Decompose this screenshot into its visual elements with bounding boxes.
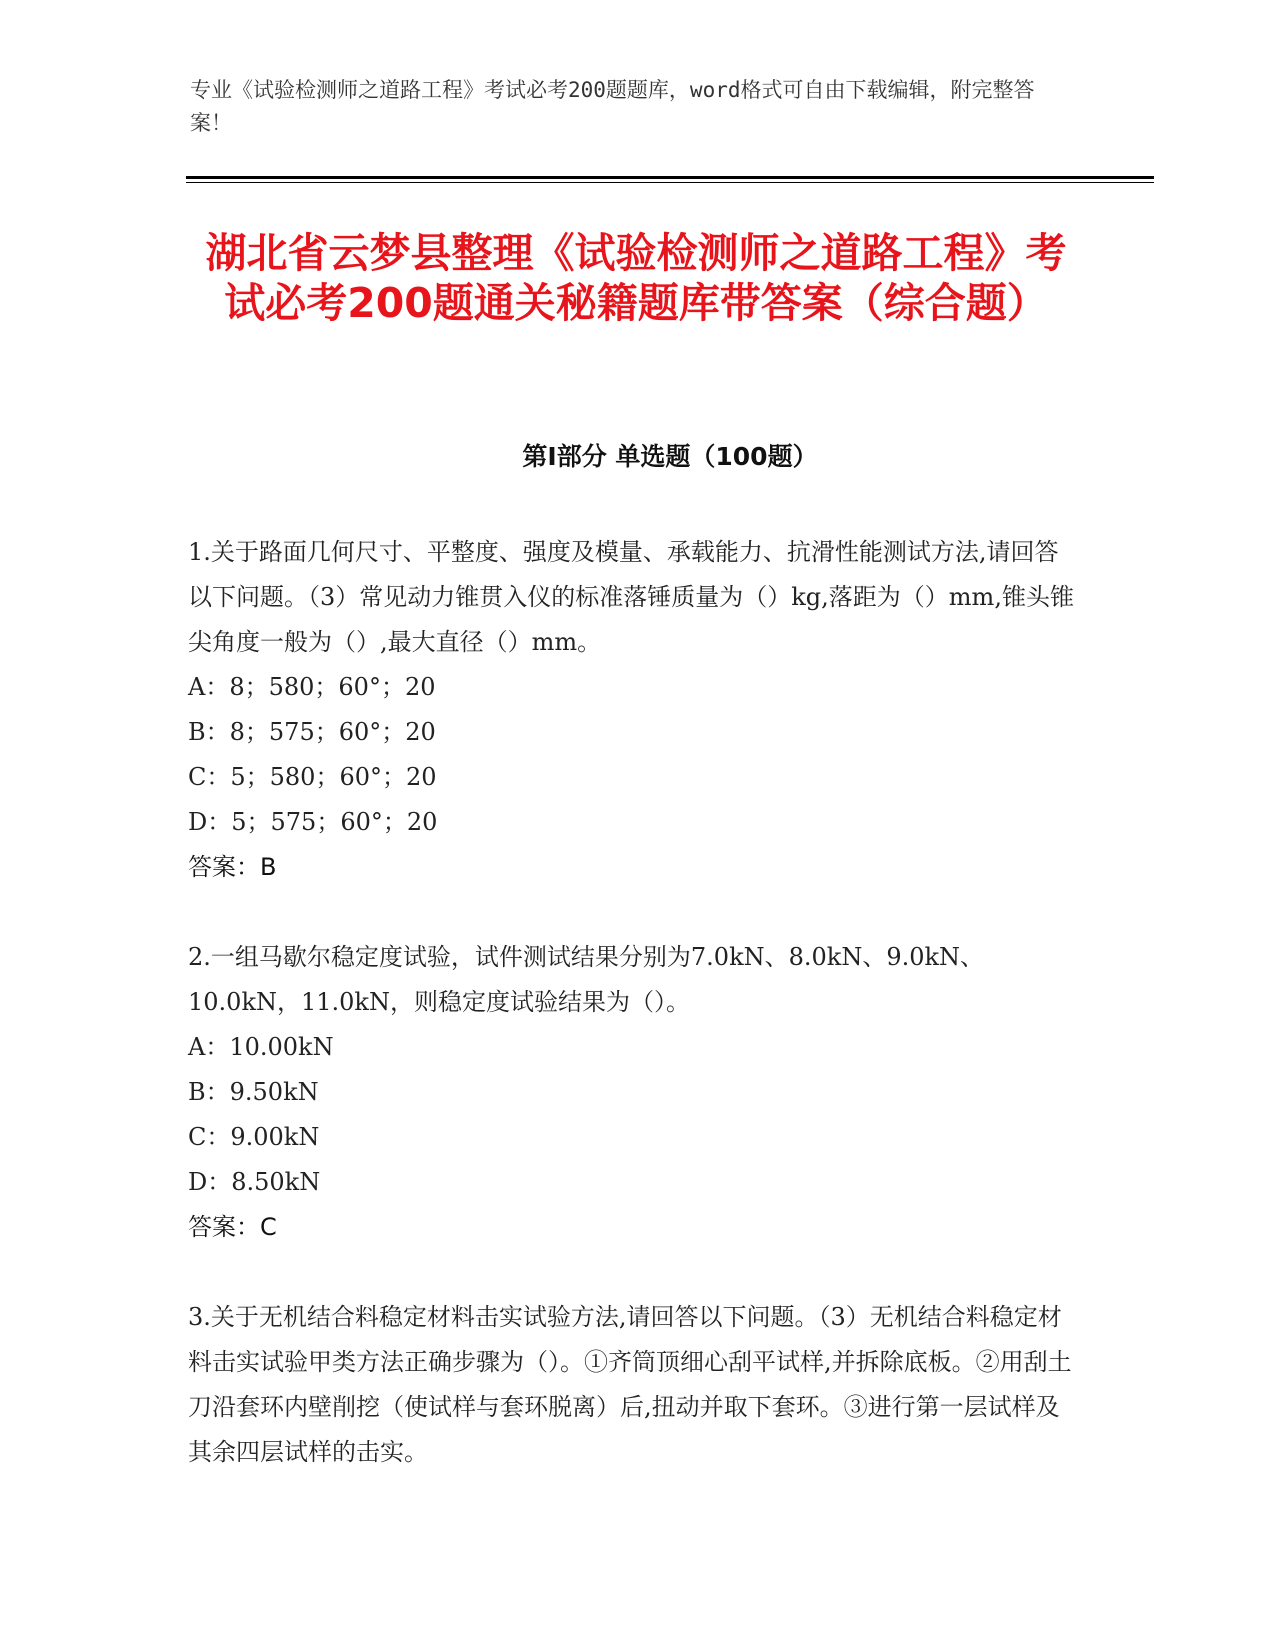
answer-option: B：8；575；60°；20	[188, 718, 436, 746]
answer-label: 答案：	[188, 853, 260, 881]
answer-option: C：9.00kN	[188, 1123, 320, 1151]
question-text: 2.一组马歇尔稳定度试验，试件测试结果分别为7.0kN、8.0kN、9.0kN、10.0kN，11.0kN，则稳定度试验结果为（）。	[188, 943, 985, 1016]
question-item	[188, 530, 1078, 890]
question-item	[188, 935, 1078, 1250]
answer-option: C：5；580；60°；20	[188, 763, 437, 791]
question-text: 3.关于无机结合料稳定材料击实试验方法,请回答以下问题。（3）无机结合料稳定材料击实试验甲类方法正确步骤为（）。①齐筒顶细心刮平试样,并拆除底板。②用刮土刀沿套环内壁削挖（使试样与套环脱离）后,扭动并取下套环。③进行第一层试样及其余四层试样的击实。	[188, 1303, 1072, 1466]
answer-option: A：10.00kN	[188, 1033, 334, 1061]
header-note: 专业《试验检测师之道路工程》考试必考200题题库，word格式可自由下载编辑，附完整答案！	[190, 78, 1035, 135]
question-item	[188, 1295, 1078, 1475]
answer-label: 答案：	[188, 1213, 260, 1241]
question-list	[188, 530, 1078, 1520]
header-rule-thin	[186, 182, 1154, 183]
section-heading: 第I部分 单选题（100题）	[522, 442, 818, 471]
question-text: 1.关于路面几何尺寸、平整度、强度及模量、承载能力、抗滑性能测试方法,请回答以下问题。（3）常见动力锥贯入仪的标准落锤质量为（）kg,落距为（）mm,锥头锥尖角度一般为（）,最大直径（）mm。	[188, 538, 1074, 656]
answer-option: D：8.50kN	[188, 1168, 321, 1196]
answer-value: B	[260, 853, 277, 881]
answer-option: A：8；580；60°；20	[188, 673, 436, 701]
answer-option: D：5；575；60°；20	[188, 808, 438, 836]
document-title: 湖北省云梦县整理《试验检测师之道路工程》考试必考200题通关秘籍题库带答案（综合题）	[205, 229, 1067, 327]
header-rule-thick	[186, 176, 1154, 179]
answer-line	[188, 845, 1078, 890]
answer-option: B：9.50kN	[188, 1078, 319, 1106]
answer-line	[188, 1205, 1078, 1250]
answer-value: C	[260, 1213, 277, 1241]
